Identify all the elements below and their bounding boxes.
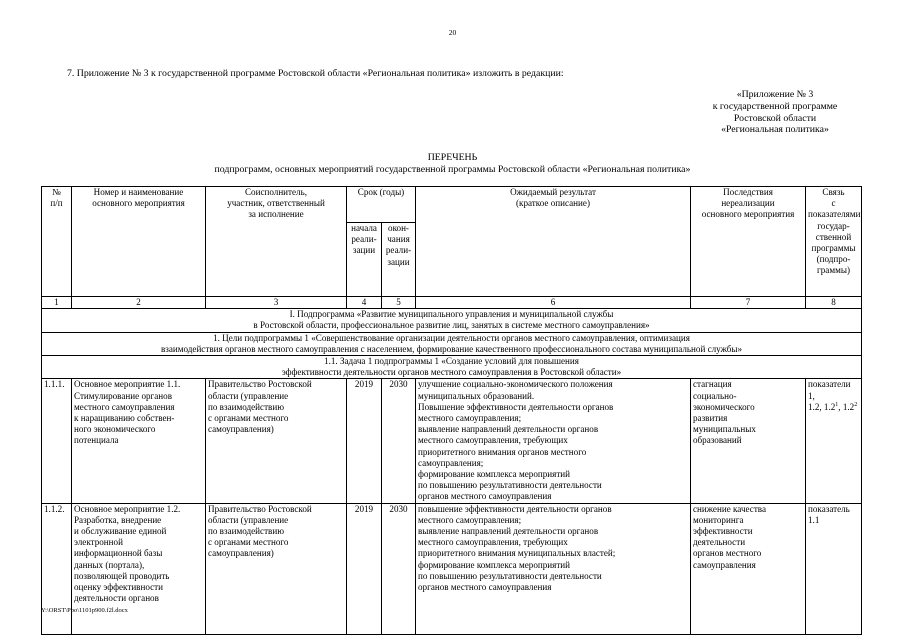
header-end: окон- чания реали- зации	[382, 223, 416, 297]
row-consequences: снижение качества мониторинга эффективности деятельности органов местного самоуправления	[691, 503, 806, 634]
file-path-footer: Y:\ORST\Ppo\1101p900.f2l.docx	[41, 607, 128, 614]
annex-line: «Региональная политика»	[721, 124, 829, 136]
title-heading: ПЕРЕЧЕНЬ	[427, 152, 478, 163]
task-row: 1.1. Задача 1 подпрограммы 1 «Создание условий для повышения эффективности деятельности органов местного самоуправления в Ростовской области»	[42, 356, 862, 379]
column-number: 8	[806, 297, 862, 309]
table-row	[42, 503, 862, 634]
header-result: Ожидаемый результат (краткое описание)	[416, 187, 691, 297]
row-start: 2019	[347, 503, 382, 634]
goal-row: 1. Цели подпрограммы 1 «Совершенствование организации деятельности органов местного самоуправления, оптимизация взаимодействия органов местного самоуправления с населением, формирование качественного профессионального состава муниципальной службы»	[42, 332, 862, 355]
row-end: 2030	[382, 503, 416, 634]
header-term: Срок (годы)	[347, 187, 416, 223]
column-number: 7	[691, 297, 806, 309]
row-link: показатель 1.1	[806, 503, 862, 634]
row-consequences: стагнация социально- экономического развития муниципальных образований	[691, 379, 806, 503]
measures-table	[41, 186, 862, 635]
annex-line: «Приложение № 3	[736, 89, 814, 100]
row-name: Основное мероприятие 1.1. Стимулирование органов местного самоуправления к наращиванию собствен- ного экономического потенциала	[72, 379, 206, 503]
header-consequences: Последствия нереализации основного мероприятия	[691, 187, 806, 297]
column-number: 5	[382, 297, 416, 309]
row-link-text: , 1.2	[838, 401, 855, 412]
title-subtitle: подпрограмм, основных мероприятий государственной программы Ростовской области «Региональная политика»	[214, 164, 691, 175]
row-executor: Правительство Ростовской области (управление по взаимодействию с органами местного самоуправления)	[206, 503, 347, 634]
header-num: № п/п	[42, 187, 72, 297]
row-link	[806, 379, 862, 503]
row-start: 2019	[347, 379, 382, 503]
intro-paragraph: 7. Приложение № 3 к государственной программе Ростовской области «Региональная политика» изложить в редакции:	[67, 68, 564, 79]
column-number: 4	[347, 297, 382, 309]
page-number: 20	[448, 28, 457, 37]
annex-line: к государственной программе	[712, 100, 838, 112]
row-link-sup: 1	[835, 401, 839, 408]
column-numbers-row	[42, 297, 862, 309]
column-number: 6	[416, 297, 691, 309]
row-executor: Правительство Ростовской области (управление по взаимодействию с органами местного самоуправления)	[206, 379, 347, 503]
row-name: Основное мероприятие 1.2. Разработка, внедрение и обслуживание единой электронной информационной базы данных (портала), позволяющей проводить оценку эффективности деятельности органов	[72, 503, 206, 634]
document-title	[0, 152, 905, 176]
row-result: повышение эффективности деятельности органов местного самоуправления; выявление направлений деятельности органов местного самоуправления, требующих приоритетного внимания муниципальных властей; формирование комплекса мероприятий по повышению результативности деятельности органов местного самоуправления	[416, 503, 691, 634]
header-name: Номер и наименование основного мероприятия	[72, 187, 206, 297]
row-link-text: показатели 1, 1.2, 1.2	[808, 379, 851, 412]
header-link: Связь с показателями государ- ственной программы (подпро- граммы)	[806, 187, 862, 297]
column-number: 2	[72, 297, 206, 309]
column-number: 1	[42, 297, 72, 309]
subprogram-row: I. Подпрограмма «Развитие муниципального управления и муниципальной службы в Ростовской области, профессиональное развитие лиц, занятых в системе местного самоуправления»	[42, 309, 862, 332]
header-executor: Соисполнитель, участник, ответственный за исполнение	[206, 187, 347, 297]
annex-line: Ростовской области	[733, 112, 817, 124]
header-start: начала реали- зации	[347, 223, 382, 297]
row-link-sup: 2	[854, 401, 858, 408]
annex-reference	[640, 89, 905, 136]
column-number: 3	[206, 297, 347, 309]
row-num: 1.1.1.	[42, 379, 72, 503]
row-result: улучшение социально-экономического положения муниципальных образований. Повышение эффективности деятельности органов местного самоуправления; выявление направлений деятельности органов местного самоуправления, требующих приоритетного внимания органов местного самоуправления; формирование комплекса мероприятий по повышению результативности деятельности органов местного самоуправления	[416, 379, 691, 503]
row-end: 2030	[382, 379, 416, 503]
row-num: 1.1.2.	[42, 503, 72, 634]
table-row	[42, 379, 862, 503]
